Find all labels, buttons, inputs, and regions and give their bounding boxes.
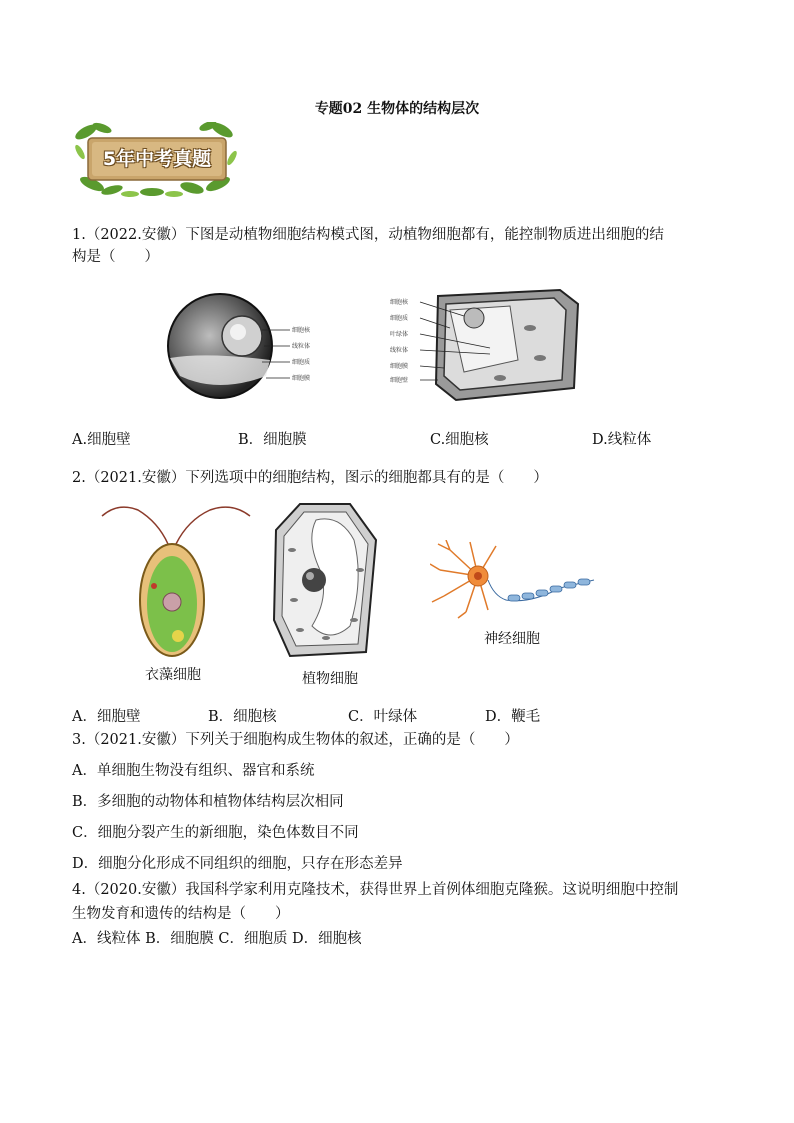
animal-label-mitochondria: 线粒体 [292,343,311,350]
q4-stem-line2: 生物发育和遗传的结构是（ ） [72,906,290,922]
q1-option-d[interactable]: D.线粒体 [592,432,652,448]
q1-option-b[interactable]: B．细胞膜 [238,432,307,448]
plant-label-nucleus: 细胞核 [390,299,409,306]
q1-stem-line1: 1.（2022.安徽）下图是动植物细胞结构模式图，动植物细胞都有，能控制物质进出细胞的结 [72,227,664,243]
plant-label-chloroplast: 叶绿体 [390,331,409,338]
q1-option-c[interactable]: C.细胞核 [430,432,489,448]
banner-text: 5年中考真题 [102,148,212,170]
chlamydomonas-caption: 衣藻细胞 [145,667,201,683]
q2-option-c[interactable]: C．叶绿体 [348,709,418,725]
neuron-caption: 神经细胞 [484,631,540,647]
q4-options[interactable]: A．线粒体 B．细胞膜 C．细胞质 D．细胞核 [72,931,362,947]
q3-option-d[interactable]: D．细胞分化形成不同组织的细胞，只存在形态差异 [72,856,403,872]
q1-option-a[interactable]: A.细胞壁 [72,432,131,448]
plant-cell-diagram [270,500,380,660]
plant-cell-figure [390,288,590,404]
chlamydomonas-figure [98,502,254,664]
q2-option-b[interactable]: B．细胞核 [208,709,277,725]
q4-stem-line1: 4.（2020.安徽）我国科学家利用克隆技术，获得世界上首例体细胞克隆猴。这说明细胞中控制 [72,882,679,898]
q2-option-a[interactable]: A．细胞壁 [72,709,141,725]
neuron-figure [430,540,598,620]
plant-label-wall: 细胞壁 [390,377,409,384]
q3-option-c[interactable]: C．细胞分裂产生的新细胞，染色体数目不同 [72,825,359,841]
q2-option-d[interactable]: D．鞭毛 [485,709,541,725]
animal-label-cytoplasm: 细胞质 [292,359,311,366]
q3-option-b[interactable]: B．多细胞的动物体和植物体结构层次相同 [72,794,344,810]
banner [72,122,240,198]
plant-label-membrane: 细胞膜 [390,363,409,370]
q2-stem: 2.（2021.安徽）下列选项中的细胞结构，图示的细胞都具有的是（ ） [72,470,548,486]
q1-stem-line2: 构是（ ） [72,249,159,265]
plant-label-cytoplasm: 细胞质 [390,315,409,322]
q3-stem: 3.（2021.安徽）下列关于细胞构成生物体的叙述，正确的是（ ） [72,732,519,748]
plant-label-mitochondria: 线粒体 [390,347,409,354]
page-title: 专题02 生物体的结构层次 [314,101,480,117]
animal-cell-figure [166,290,366,402]
animal-label-membrane: 细胞膜 [292,375,311,382]
q3-option-a[interactable]: A．单细胞生物没有组织、器官和系统 [72,763,315,779]
animal-label-nucleus: 细胞核 [292,327,311,334]
plant-cell-caption: 植物细胞 [302,671,358,687]
